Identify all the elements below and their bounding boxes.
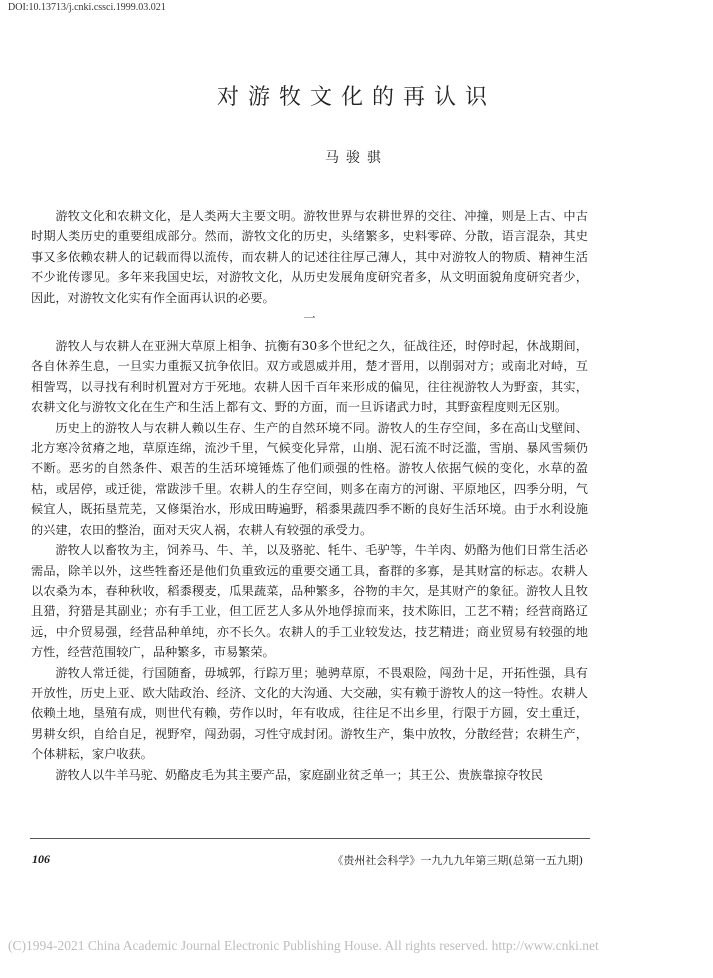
- article-author: 马骏骐: [325, 150, 388, 166]
- body-paragraph: 游牧人与农耕人在亚洲大草原上相争、抗衡有30多个世纪之久，征战往还，时停时起，休战期间，各自休养生息，一旦实力重振又抗争依旧。双方或恩威并用，楚才晋用，以削弱对方；或南北对峙，互相訾骂，以寻找有利时机置对方于死地。农耕人因千百年来形成的偏见，往往视游牧人为野蛮，其实，农耕文化与游牧文化在生产和生活上都有文、野的方面，而一旦诉诸武力时，其野蛮程度则无区别。: [31, 339, 588, 415]
- section-marker: 一: [303, 311, 316, 326]
- body-paragraph: 游牧人以牛羊马驼、奶酪皮毛为其主要产品，家庭副业贫乏单一；其王公、贵族靠掠夺牧民: [55, 767, 543, 782]
- article-title: 对游牧文化的再认识: [216, 85, 496, 110]
- body-paragraph: 游牧人常迁徙，行国随畜，毋城郭，行踪万里；驰骋草原，不畏艰险，闯劲十足，开拓性强，具有开放性，历史上亚、欧大陆政治、经济、文化的大沟通、大交融，实有赖于游牧人的这一特性。农耕人依赖土地，垦殖有成，则世代有赖，劳作以时，年有收成，往往足不出乡里，行限于方圆，安土重迁，男耕女织，自给自足，视野窄，闯劲弱，习性守成封闭。游牧生产，集中放牧，分散经营；农耕生产，个体耕耘，家户收获。: [31, 665, 588, 762]
- intro-paragraph: 游牧文化和农耕文化，是人类两大主要文明。游牧世界与农耕世界的交往、冲撞，则是上古、中古时期人类历史的重要组成部分。然而，游牧文化的历史，头绪繁多，史料零碎、分散，语言混杂，其史事又多依赖农耕人的记载而得以流传，而农耕人的记述往往厚己薄人，其中对游牧人的物质、精神生活不少讹传谬见。多年来我国史坛，对游牧文化，从历史发展角度研究者多，从文明面貌角度研究者少，因此，对游牧文化实有作全面再认识的必要。: [31, 209, 588, 305]
- copyright-watermark: (C)1994-2021 China Academic Journal Electronic Publishing House. All rights reserved. http://www.cnki.net: [8, 938, 599, 953]
- body-paragraph: 游牧人以畜牧为主，饲养马、牛、羊，以及骆驼、牦牛、毛驴等，牛羊肉、奶酪为他们日常生活必需品，除羊以外，这些牲畜还是他们负重致远的重要交通工具，畜群的多寡，是其财富的标志。农耕人以农桑为本，春种秋收，稻黍稷麦，瓜果蔬菜，品种繁多，谷物的丰欠，是其财产的象征。游牧人且牧且猎，狩猎是其副业；亦有手工业，但工匠艺人多从外地俘掠而来，技术陈旧，工艺不精；经营商路辽远，中介贸易强，经营品种单纯，亦不长久。农耕人的手工业较发达，技艺精进；商业贸易有较强的地方性，经营范围较广，品种繁多，市易繁荣。: [31, 543, 588, 660]
- article-body: [31, 206, 588, 785]
- page-number: 106: [32, 852, 50, 866]
- footer-divider: [30, 838, 590, 839]
- body-paragraph: 历史上的游牧人与农耕人赖以生存、生产的自然环境不同。游牧人的生存空间，多在高山戈壁间、北方寒冷贫瘠之地，草原连绵，流沙千里，气候变化异常，山崩、泥石流不时泛滥，雪崩、暴风雪频仍不断。恶劣的自然条件、艰苦的生活环境锤炼了他们顽强的性格。游牧人依据气候的变化，水草的盈枯，或居停，或迁徙，常跋涉千里。农耕人的生存空间，则多在南方的河谢、平原地区，四季分明，气候宜人，既拓垦荒芜，又修渠治水，形成田畴遍野，稻黍果蔬四季不断的良好生活环境。由于水利设施的兴建，农田的整治，面对天灾人祸，农耕人有较强的承受力。: [31, 420, 588, 537]
- doi-header: DOI:10.13713/j.cnki.cssci.1999.03.021: [8, 2, 166, 13]
- journal-citation: 《贵州社会科学》一九九九年第三期(总第一五九期): [332, 854, 583, 867]
